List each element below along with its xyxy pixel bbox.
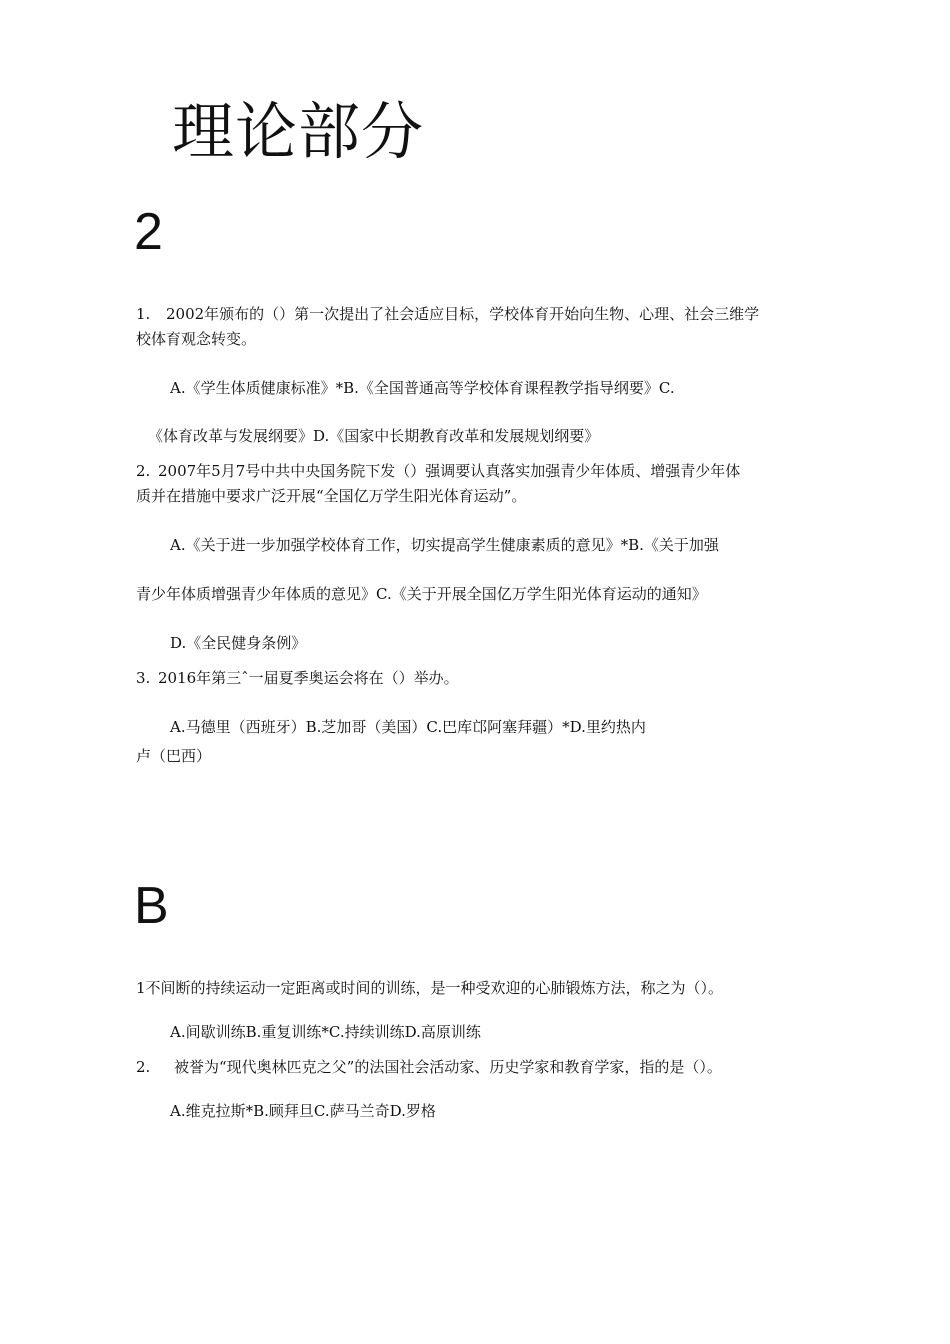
question-text: 2016年第三ˆ一届夏季奥运会将在（）举办。 bbox=[158, 669, 459, 687]
question-b2-line-1 bbox=[136, 1056, 722, 1078]
question-3-options-line-1: A.马德里（西班牙）B.芝加哥（美国）C.巴库邙阿塞拜疆）*D.里约热内 bbox=[170, 718, 646, 736]
question-b1-options: A.间歇训练B.重复训练*C.持续训练D.高原训练 bbox=[170, 1023, 481, 1041]
question-2-options-line-3: D.《全民健身条例》 bbox=[170, 634, 307, 652]
question-1-line-2: 校体育观念转变。 bbox=[136, 330, 257, 348]
question-1-line-1 bbox=[136, 303, 759, 325]
question-3-options-line-2: 卢（巴西） bbox=[136, 747, 212, 765]
question-2-options-line-1: A.《关于进一步加强学校体育工作，切实提高学生健康素质的意见》*B.《关于加强 bbox=[170, 536, 719, 554]
question-number: 1. bbox=[136, 305, 151, 323]
question-text: 被誉为“现代奥林匹克之父”的法国社会活动家、历史学家和教育学家，指的是（）。 bbox=[174, 1058, 722, 1076]
question-2-line-2: 质并在措施中要求广泛开展“全国亿万学生阳光体育运动”。 bbox=[136, 487, 527, 505]
section-heading-b: B bbox=[134, 877, 169, 935]
question-1-options-line-2: 《体育改革与发展纲要》D.《国家中长期教育改革和发展规划纲要》 bbox=[148, 427, 600, 445]
question-b2-options: A.维克拉斯*B.顾拜旦C.萨马兰奇D.罗格 bbox=[170, 1102, 436, 1120]
question-3-line-1 bbox=[136, 667, 459, 689]
question-2-options-line-2: 青少年体质增强青少年体质的意见》C.《关于开展全国亿万学生阳光体育运动的通知》 bbox=[136, 585, 707, 603]
question-number: 2. bbox=[136, 462, 151, 480]
question-b1-line-1: 1不间断的持续运动一定距离或时间的训练，是一种受欢迎的心肺锻炼方法，称之为（）。 bbox=[136, 979, 724, 997]
question-2-line-1 bbox=[136, 460, 740, 482]
question-1-options-line-1: A.《学生体质健康标准》*B.《全国普通高等学校体育课程教学指导纲要》C. bbox=[170, 379, 675, 397]
section-heading-2: 2 bbox=[134, 203, 163, 261]
question-text: 2007年5月7号中共中央国务院下发（）强调要认真落实加强青少年体质、增强青少年体 bbox=[158, 462, 741, 480]
page-title: 理论部分 bbox=[172, 95, 425, 168]
question-number: 2. bbox=[136, 1058, 151, 1076]
question-text: 2002年颁布的（）第一次提出了社会适应目标，学校体育开始向生物、心理、社会三维学 bbox=[166, 305, 760, 323]
question-number: 3. bbox=[136, 669, 151, 687]
